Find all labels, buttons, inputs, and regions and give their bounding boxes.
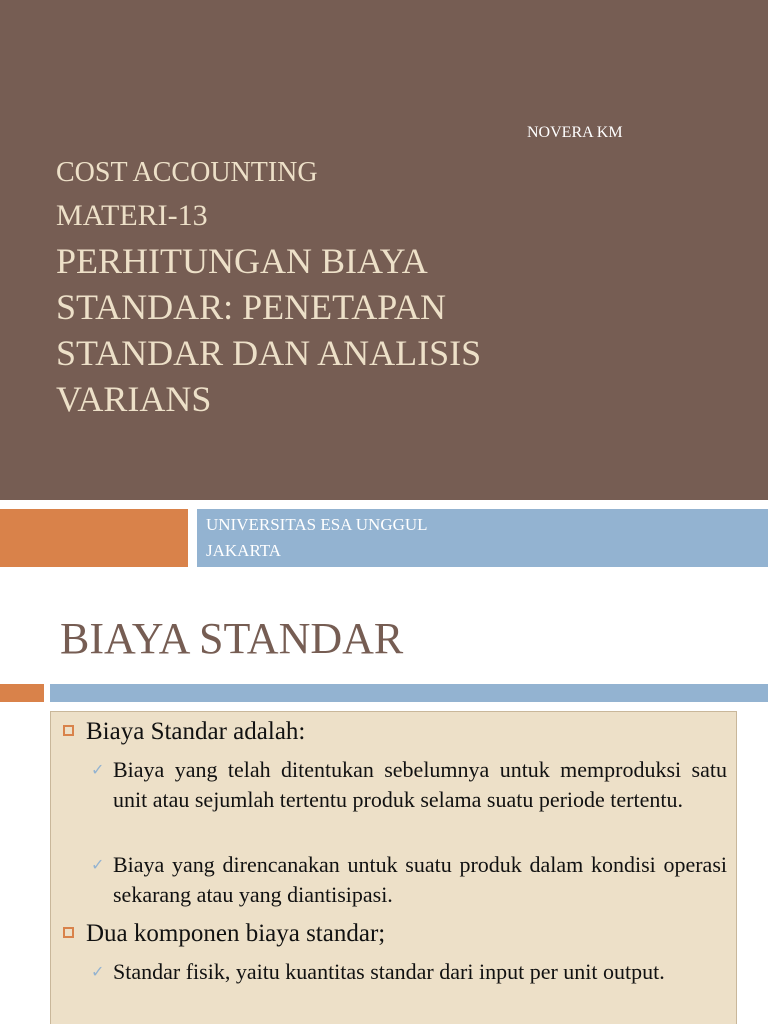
bullet-item [63, 717, 305, 747]
title-slide [0, 0, 768, 500]
title-line: VARIANS [56, 379, 212, 419]
title-line: STANDAR DAN ANALISIS [56, 333, 482, 373]
title-line: PERHITUNGAN BIAYA [56, 241, 428, 281]
square-outline-icon [63, 927, 74, 938]
university-name [206, 512, 428, 564]
orange-accent-bar [0, 509, 188, 567]
sub-bullet-item [91, 850, 727, 910]
bullet-text: Dua komponen biaya standar; [86, 920, 386, 947]
course-name: COST ACCOUNTING [56, 157, 318, 188]
section-title: BIAYA STANDAR [60, 614, 404, 663]
materi-number: MATERI-13 [56, 199, 208, 232]
checkmark-icon: ✓ [91, 760, 105, 779]
blue-accent-bar [50, 684, 768, 702]
university-line: JAKARTA [206, 541, 282, 560]
orange-accent-bar-small [0, 684, 44, 702]
university-line: UNIVERSITAS ESA UNGGUL [206, 515, 428, 534]
sub-bullet-item [91, 755, 727, 815]
sub-bullet-text: Biaya yang telah ditentukan sebelumnya untuk memproduksi satu unit atau sejumlah tertentu produk selama suatu periode tertentu. [113, 757, 727, 812]
checkmark-icon: ✓ [91, 855, 105, 874]
title-line: STANDAR: PENETAPAN [56, 287, 446, 327]
square-outline-icon [63, 725, 74, 736]
bullet-text: Biaya Standar adalah: [86, 718, 306, 745]
content-box [50, 711, 737, 1024]
sub-bullet-text: Standar fisik, yaitu kuantitas standar dari input per unit output. [113, 959, 665, 984]
bullet-item [63, 919, 385, 949]
author-name: NOVERA KM [527, 124, 623, 141]
checkmark-icon: ✓ [91, 962, 105, 981]
sub-bullet-text: Biaya yang direncanakan untuk suatu produk dalam kondisi operasi sekarang atau yang diantisipasi. [113, 852, 727, 907]
slide-title [56, 238, 576, 422]
sub-bullet-item [91, 957, 727, 987]
